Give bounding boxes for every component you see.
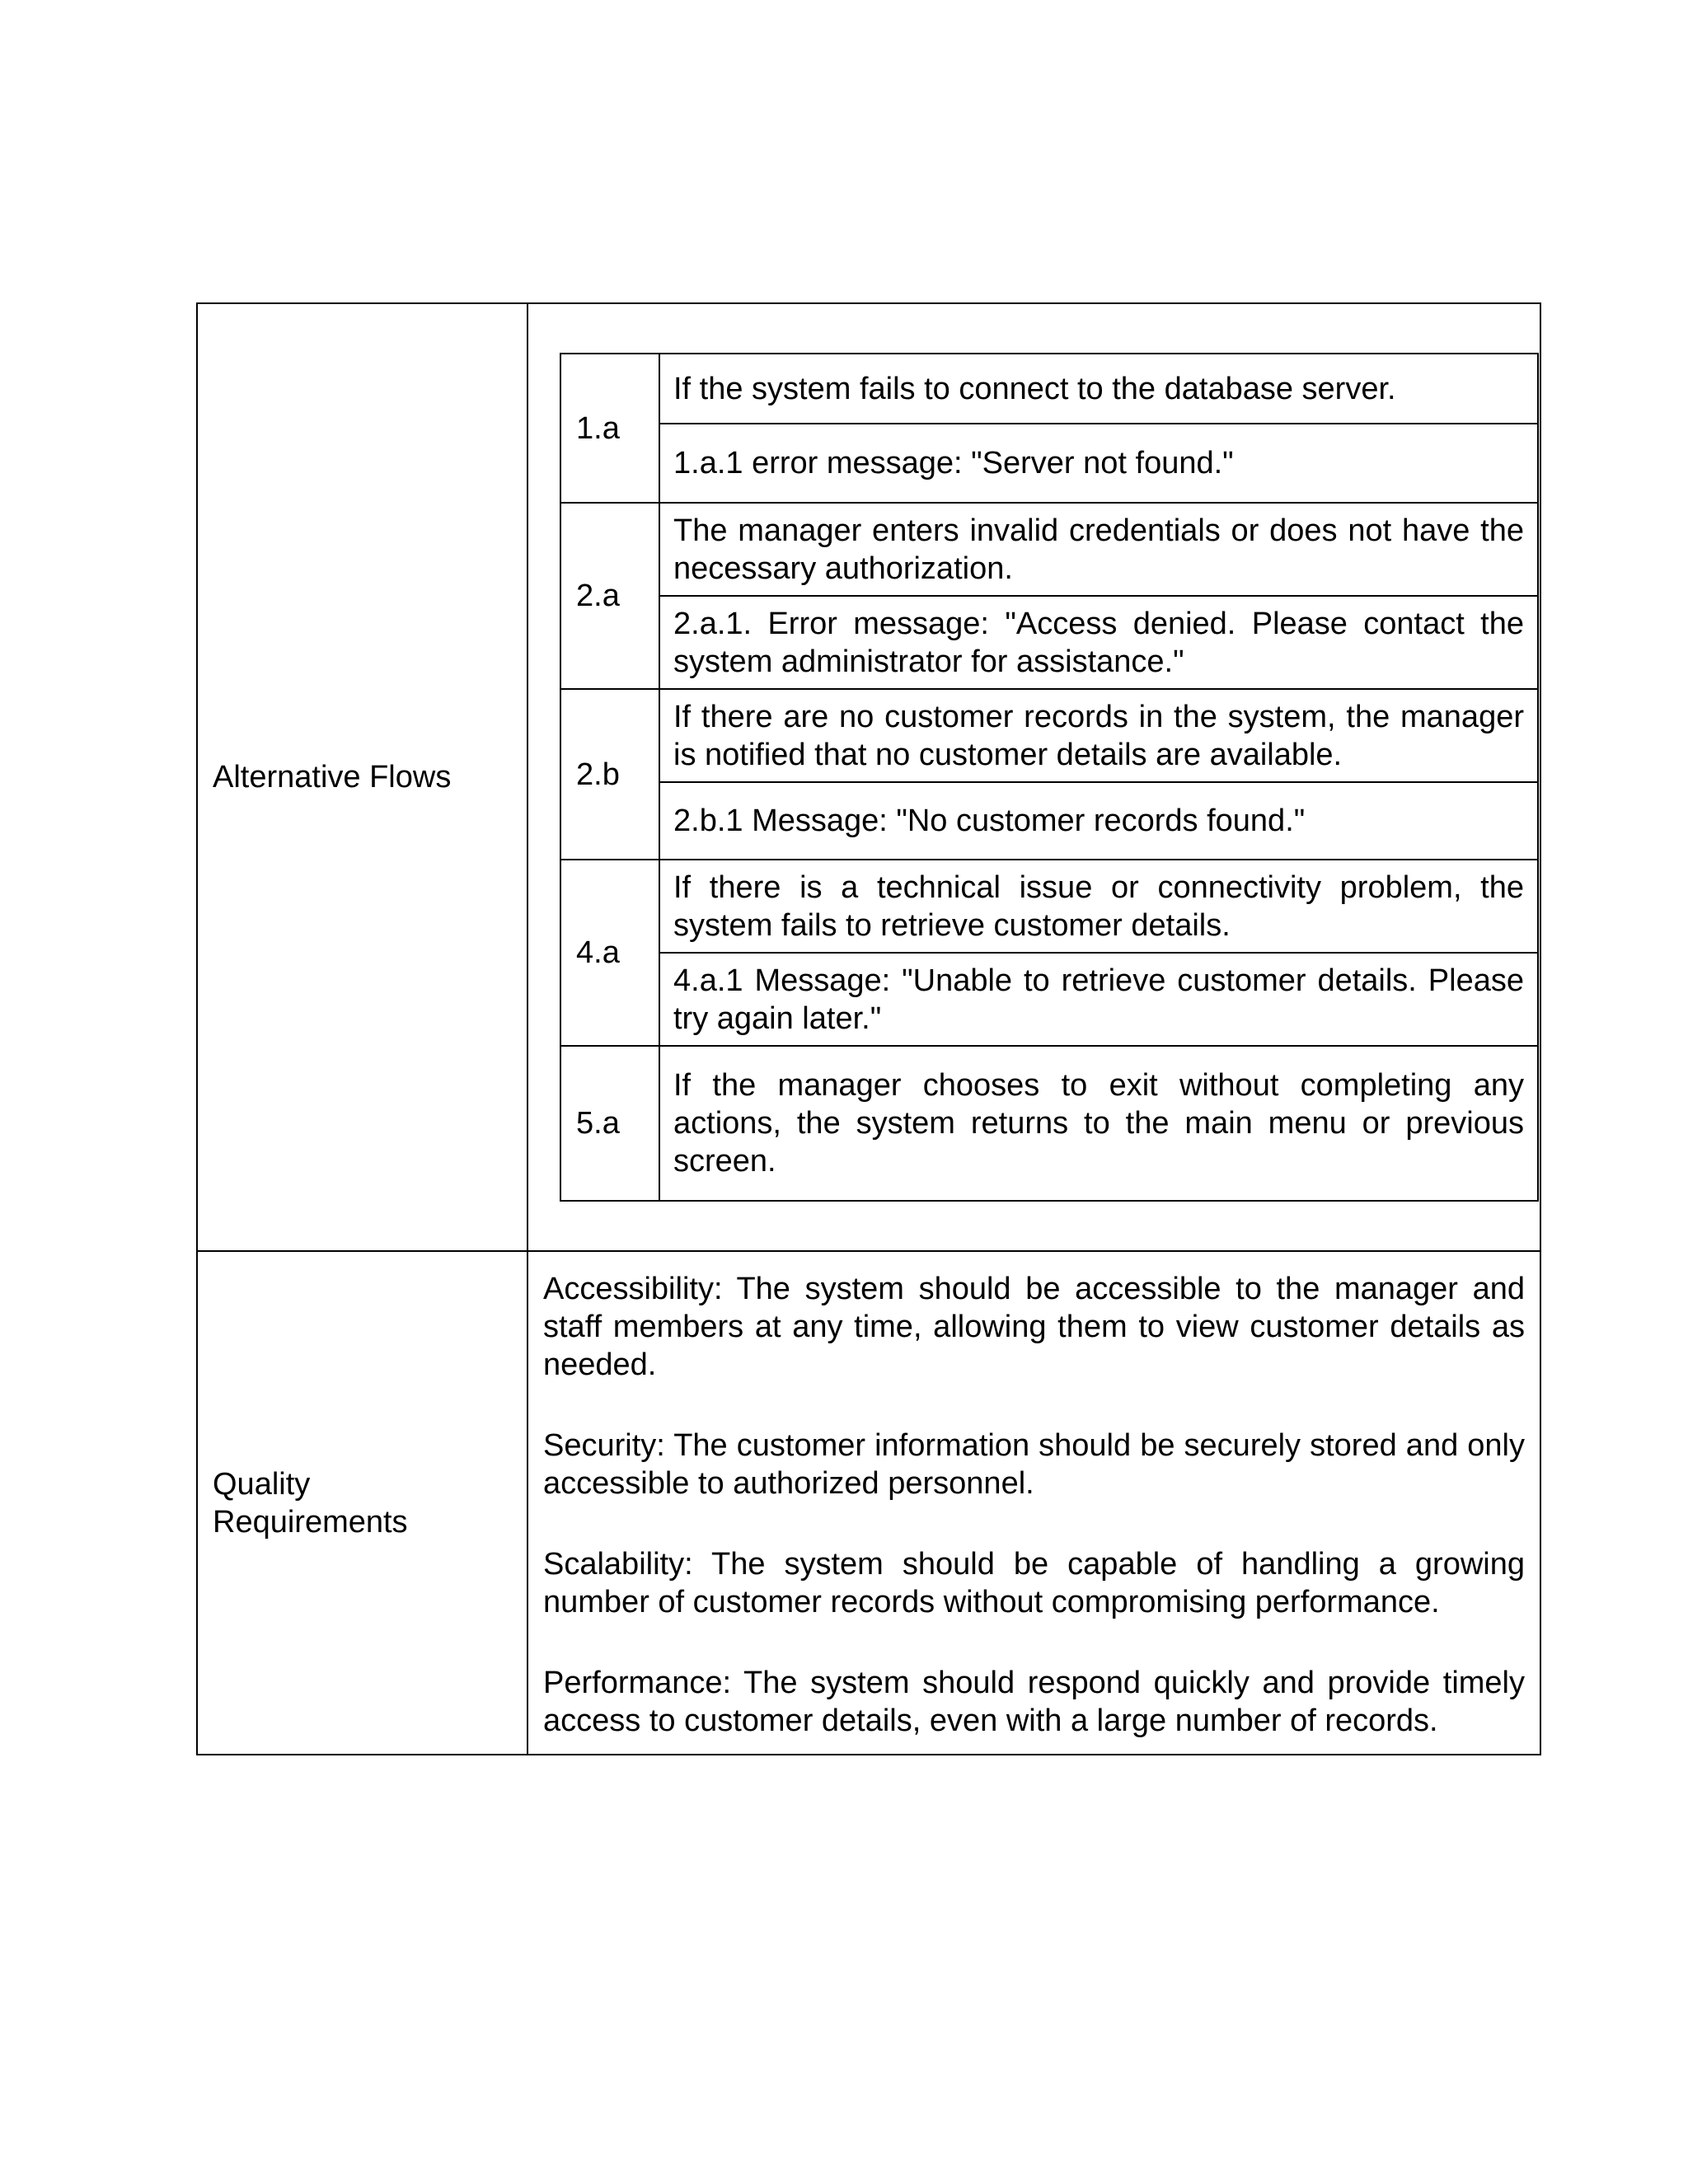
quality-security: Security: The customer information should be securely stored and only accessible to authorized personnel. bbox=[543, 1428, 1525, 1501]
flow-code: 4.a bbox=[560, 860, 659, 1046]
flow-condition: If there are no customer records in the system, the manager is notified that no customer details are available. bbox=[659, 689, 1538, 782]
quality-performance: Performance: The system should respond quickly and provide timely access to customer details, even with a large number of records. bbox=[543, 1666, 1525, 1738]
flow-row bbox=[560, 953, 1538, 1046]
quality-scalability: Scalability: The system should be capable of handling a growing number of customer records without compromising performance. bbox=[543, 1547, 1525, 1619]
flow-condition: If the system fails to connect to the database server. bbox=[659, 354, 1538, 424]
quality-requirements-content bbox=[528, 1251, 1540, 1755]
quality-requirements-label bbox=[197, 1251, 528, 1755]
flow-row bbox=[560, 354, 1538, 424]
flow-row bbox=[560, 860, 1538, 953]
flow-code: 2.b bbox=[560, 689, 659, 860]
alternative-flows-row bbox=[197, 303, 1540, 1251]
quality-accessibility: Accessibility: The system should be accessible to the manager and staff members at any time, allowing them to view customer details as needed. bbox=[543, 1272, 1525, 1382]
alternative-flows-label: Alternative Flows bbox=[197, 303, 528, 1251]
flow-row bbox=[560, 424, 1538, 503]
flow-code: 5.a bbox=[560, 1046, 659, 1201]
flow-response: 1.a.1 error message: "Server not found." bbox=[659, 424, 1538, 503]
quality-label-line2: Requirements bbox=[213, 1504, 408, 1540]
flow-row bbox=[560, 596, 1538, 689]
flow-response: 2.a.1. Error message: "Access denied. Please contact the system administrator for assistance." bbox=[659, 596, 1538, 689]
flow-response: 4.a.1 Message: "Unable to retrieve customer details. Please try again later." bbox=[659, 953, 1538, 1046]
flow-response: 2.b.1 Message: "No customer records found." bbox=[659, 782, 1538, 860]
flow-row bbox=[560, 782, 1538, 860]
alternative-flows-content bbox=[528, 303, 1540, 1251]
flow-condition: If the manager chooses to exit without completing any actions, the system returns to the main menu or previous screen. bbox=[659, 1046, 1538, 1201]
quality-label-line1: Quality bbox=[213, 1466, 311, 1502]
flow-condition: If there is a technical issue or connectivity problem, the system fails to retrieve customer details. bbox=[659, 860, 1538, 953]
flow-condition: The manager enters invalid credentials or does not have the necessary authorization. bbox=[659, 503, 1538, 596]
use-case-table bbox=[196, 302, 1541, 1755]
flow-row bbox=[560, 503, 1538, 596]
flow-code: 2.a bbox=[560, 503, 659, 689]
flow-row bbox=[560, 689, 1538, 782]
flow-code: 1.a bbox=[560, 354, 659, 503]
alternative-flows-table bbox=[560, 353, 1539, 1202]
quality-requirements-row bbox=[197, 1251, 1540, 1755]
flow-row bbox=[560, 1046, 1538, 1201]
